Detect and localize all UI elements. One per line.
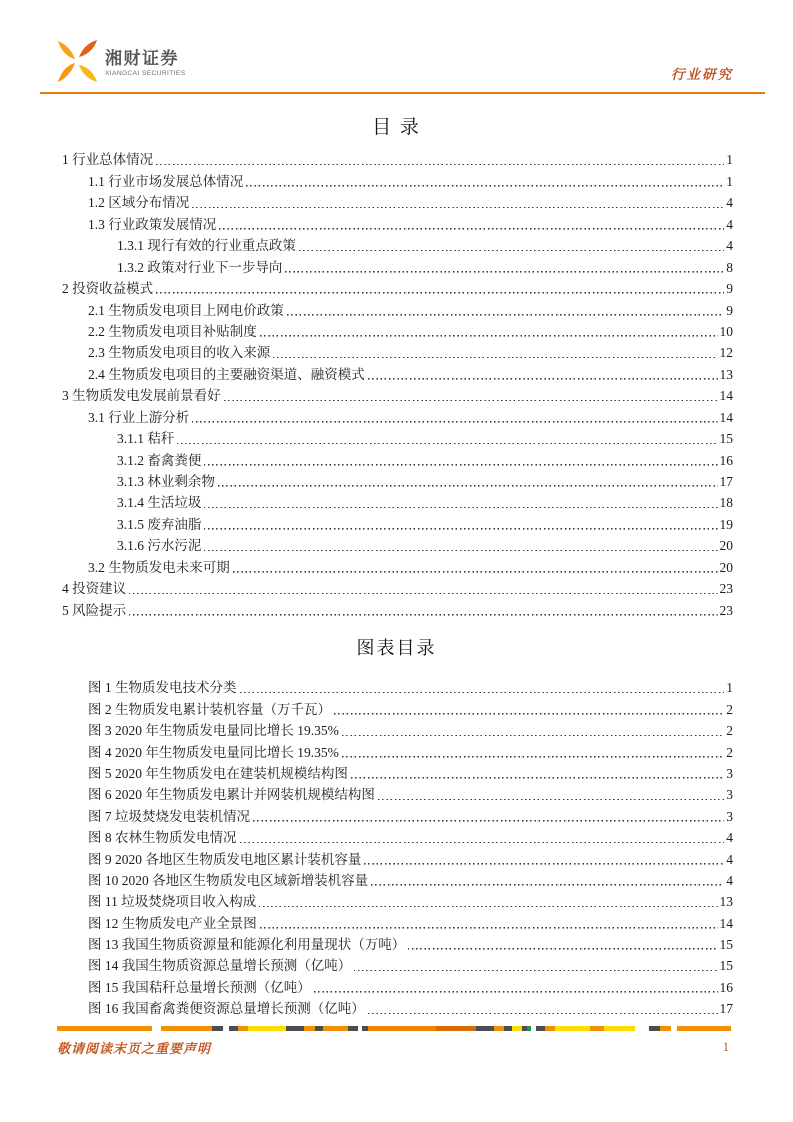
toc-entry [88, 974, 733, 995]
toc-entry [62, 254, 733, 275]
toc-entry-label: 图 5 2020 年生物质发电在建装机规模结构图 [88, 765, 348, 781]
toc-entry [88, 868, 733, 889]
toc-entry-label: 1.2 区域分布情况 [88, 195, 190, 211]
toc-entry-page: 15 [719, 431, 733, 447]
toc-entry [62, 447, 733, 468]
logo-pinwheel-icon [56, 38, 98, 89]
toc-entry [62, 576, 733, 597]
dot-leader [219, 228, 724, 230]
toc-entry [62, 361, 733, 382]
report-category: 行业研究 [671, 67, 733, 82]
toc-entry-label: 图 9 2020 各地区生物质发电地区累计装机容量 [88, 851, 362, 867]
toc-entry [88, 718, 733, 739]
toc-entry-page: 13 [719, 894, 733, 910]
toc-entry-label: 3.2 生物质发电未来可期 [88, 559, 230, 575]
toc-entry [88, 996, 733, 1017]
toc-entry-label: 2.2 生物质发电项目补贴制度 [88, 323, 257, 339]
dot-leader [218, 485, 718, 487]
figures-toc-list [88, 675, 733, 1017]
toc-entry-page: 13 [719, 366, 733, 382]
toc-entry-page: 4 [726, 195, 733, 211]
toc-entry-page: 4 [726, 872, 733, 888]
dot-leader [246, 185, 724, 187]
toc-entry-label: 3.1.6 污水污泥 [117, 538, 202, 554]
toc-entry [88, 825, 733, 846]
dot-leader [334, 713, 724, 715]
toc-entry [88, 953, 733, 974]
toc-entry-label: 图 15 我国秸秆总量增长预测（亿吨） [88, 979, 311, 995]
toc-entry [88, 910, 733, 931]
toc-list [62, 147, 733, 619]
toc-entry-page: 2 [726, 701, 733, 717]
dot-leader [314, 991, 718, 993]
dot-leader [156, 163, 724, 165]
toc-entry-label: 1.3 行业政策发展情况 [88, 216, 217, 232]
toc-entry-label: 3.1.4 生活垃圾 [117, 495, 202, 511]
toc-entry-page: 4 [726, 851, 733, 867]
toc-entry-label: 2.4 生物质发电项目的主要融资渠道、融资模式 [88, 366, 365, 382]
toc-entry-page: 20 [719, 559, 733, 575]
toc-entry-label: 图 7 垃圾焚烧发电装机情况 [88, 808, 250, 824]
toc-entry [62, 533, 733, 554]
dot-leader [240, 841, 725, 843]
dot-leader [342, 734, 724, 736]
toc-entry-label: 图 6 2020 年生物质发电累计并网装机规模结构图 [88, 787, 375, 803]
toc-entry [88, 782, 733, 803]
toc-entry [88, 675, 733, 696]
toc-entry-label: 图 8 农林生物质发电情况 [88, 830, 237, 846]
dot-leader [260, 927, 718, 929]
logo-text [105, 50, 186, 78]
toc-entry-page: 10 [719, 323, 733, 339]
dot-leader [364, 863, 724, 865]
toc-entry-label: 图 16 我国畜禽粪便资源总量增长预测（亿吨） [88, 1001, 365, 1017]
toc-entry-page: 18 [719, 495, 733, 511]
toc-entry-page: 2 [726, 744, 733, 760]
toc-entry-page: 15 [719, 958, 733, 974]
toc-entry-page: 3 [726, 787, 733, 803]
dot-leader [253, 820, 724, 822]
toc-entry-label: 3.1.1 秸秆 [117, 431, 175, 447]
toc-entry-label: 图 13 我国生物质资源量和能源化利用量现状（万吨） [88, 937, 406, 953]
toc-entry-page: 9 [726, 281, 733, 297]
toc-entry [62, 554, 733, 575]
toc-entry-page: 9 [726, 302, 733, 318]
toc-entry [62, 597, 733, 618]
toc-entry [62, 383, 733, 404]
toc-entry-label: 4 投资建议 [62, 581, 127, 597]
toc-entry-label: 图 14 我国生物质资源总量增长预测（亿吨） [88, 958, 352, 974]
toc-entry-page: 4 [726, 216, 733, 232]
dot-leader [273, 356, 717, 358]
dot-leader [177, 442, 717, 444]
dot-leader [192, 206, 724, 208]
toc-entry [62, 319, 733, 340]
toc-entry-page: 1 [726, 680, 733, 696]
toc-entry [62, 404, 733, 425]
dot-leader [368, 378, 718, 380]
footer-disclaimer: 敬请阅读末页之重要声明 [57, 1041, 212, 1056]
toc-entry [62, 426, 733, 447]
toc-entry-page: 15 [719, 937, 733, 953]
dot-leader [342, 756, 724, 758]
toc-entry-page: 19 [719, 516, 733, 532]
toc-entry-label: 图 1 生物质发电技术分类 [88, 680, 237, 696]
toc-entry-label: 1.3.2 政策对行业下一步导向 [117, 259, 283, 275]
footer-page-number: 1 [722, 1040, 729, 1054]
toc-entry-label: 1.1 行业市场发展总体情况 [88, 173, 244, 189]
dot-leader [408, 948, 717, 950]
toc-entry-page: 23 [719, 581, 733, 597]
toc-entry-label: 1 行业总体情况 [62, 152, 154, 168]
toc-entry [88, 889, 733, 910]
toc-entry [62, 276, 733, 297]
toc-entry-page: 3 [726, 808, 733, 824]
dot-leader [224, 399, 718, 401]
toc-entry-page: 3 [726, 765, 733, 781]
toc-entry [62, 511, 733, 532]
toc-entry-page: 8 [726, 259, 733, 275]
toc-entry [62, 469, 733, 490]
dot-leader [240, 691, 725, 693]
toc-entry-page: 16 [719, 979, 733, 995]
toc-entry [62, 340, 733, 361]
dot-leader [156, 292, 724, 294]
toc-entry-label: 2.1 生物质发电项目上网电价政策 [88, 302, 284, 318]
footer-decoration-bar [57, 1026, 731, 1031]
toc-entry-label: 图 10 2020 各地区生物质发电区域新增装机容量 [88, 872, 369, 888]
header-rule [40, 92, 765, 94]
toc-entry [88, 803, 733, 824]
dot-leader [204, 528, 717, 530]
toc-entry [62, 233, 733, 254]
toc-entry-page: 12 [719, 345, 733, 361]
toc-entry-page: 1 [726, 173, 733, 189]
dot-leader [378, 798, 724, 800]
toc-entry [88, 761, 733, 782]
toc-entry-page: 14 [719, 388, 733, 404]
toc-entry [88, 846, 733, 867]
toc-entry-label: 图 11 垃圾焚烧项目收入构成 [88, 894, 257, 910]
toc-entry-label: 图 2 生物质发电累计装机容量（万千瓦） [88, 701, 331, 717]
toc-entry-page: 23 [719, 602, 733, 618]
toc-entry-label: 3.1.3 林业剩余物 [117, 474, 215, 489]
toc-entry [88, 696, 733, 717]
toc-entry-label: 图 3 2020 年生物质发电量同比增长 19.35% [88, 723, 339, 739]
dot-leader [287, 314, 725, 316]
dot-leader [204, 549, 717, 551]
company-logo [56, 38, 186, 89]
dot-leader [192, 421, 717, 423]
toc-entry [62, 490, 733, 511]
toc-entry-label: 图 12 生物质发电产业全景图 [88, 915, 257, 931]
toc-entry-page: 16 [719, 452, 733, 468]
logo-company-name: 湘财证券 [105, 48, 179, 68]
dot-leader [371, 884, 724, 886]
toc-title: 目 录 [372, 117, 421, 138]
toc-entry-label: 5 风险提示 [62, 602, 127, 618]
toc-entry-label: 3.1.5 废弃油脂 [117, 516, 202, 532]
dot-leader [129, 614, 717, 616]
toc-entry [88, 739, 733, 760]
toc-entry-page: 4 [726, 830, 733, 846]
figures-toc-title: 图表目录 [356, 638, 437, 658]
toc-entry-page: 17 [719, 474, 733, 489]
toc-entry-label: 图 4 2020 年生物质发电量同比增长 19.35% [88, 744, 339, 760]
toc-entry-page: 1 [726, 152, 733, 168]
dot-leader [259, 905, 717, 907]
toc-entry [62, 211, 733, 232]
dot-leader [260, 335, 718, 337]
toc-entry [88, 932, 733, 953]
toc-entry-label: 1.3.1 现行有效的行业重点政策 [117, 238, 296, 254]
toc-entry [62, 190, 733, 211]
toc-entry [62, 168, 733, 189]
dot-leader [368, 1012, 718, 1014]
toc-entry [62, 147, 733, 168]
toc-entry-page: 4 [726, 238, 733, 254]
toc-entry-label: 3.1 行业上游分析 [88, 409, 190, 425]
dot-leader [204, 506, 717, 508]
toc-entry-page: 17 [719, 1001, 733, 1017]
toc-entry-page: 2 [726, 723, 733, 739]
dot-leader [354, 969, 717, 971]
toc-entry-label: 3 生物质发电发展前景看好 [62, 388, 221, 404]
dot-leader [299, 249, 724, 251]
toc-entry-page: 14 [719, 915, 733, 931]
dot-leader [285, 271, 724, 273]
dot-leader [233, 571, 718, 573]
dot-leader [204, 464, 717, 466]
toc-entry-label: 3.1.2 畜禽粪便 [117, 452, 202, 468]
logo-company-name-en: XIANGCAI SECURITIES [105, 70, 186, 78]
toc-entry-page: 20 [719, 538, 733, 554]
toc-entry-page: 14 [719, 409, 733, 425]
toc-entry [62, 297, 733, 318]
toc-entry-label: 2 投资收益模式 [62, 281, 154, 297]
toc-entry-label: 2.3 生物质发电项目的收入来源 [88, 345, 271, 361]
dot-leader [351, 777, 724, 779]
dot-leader [129, 592, 717, 594]
